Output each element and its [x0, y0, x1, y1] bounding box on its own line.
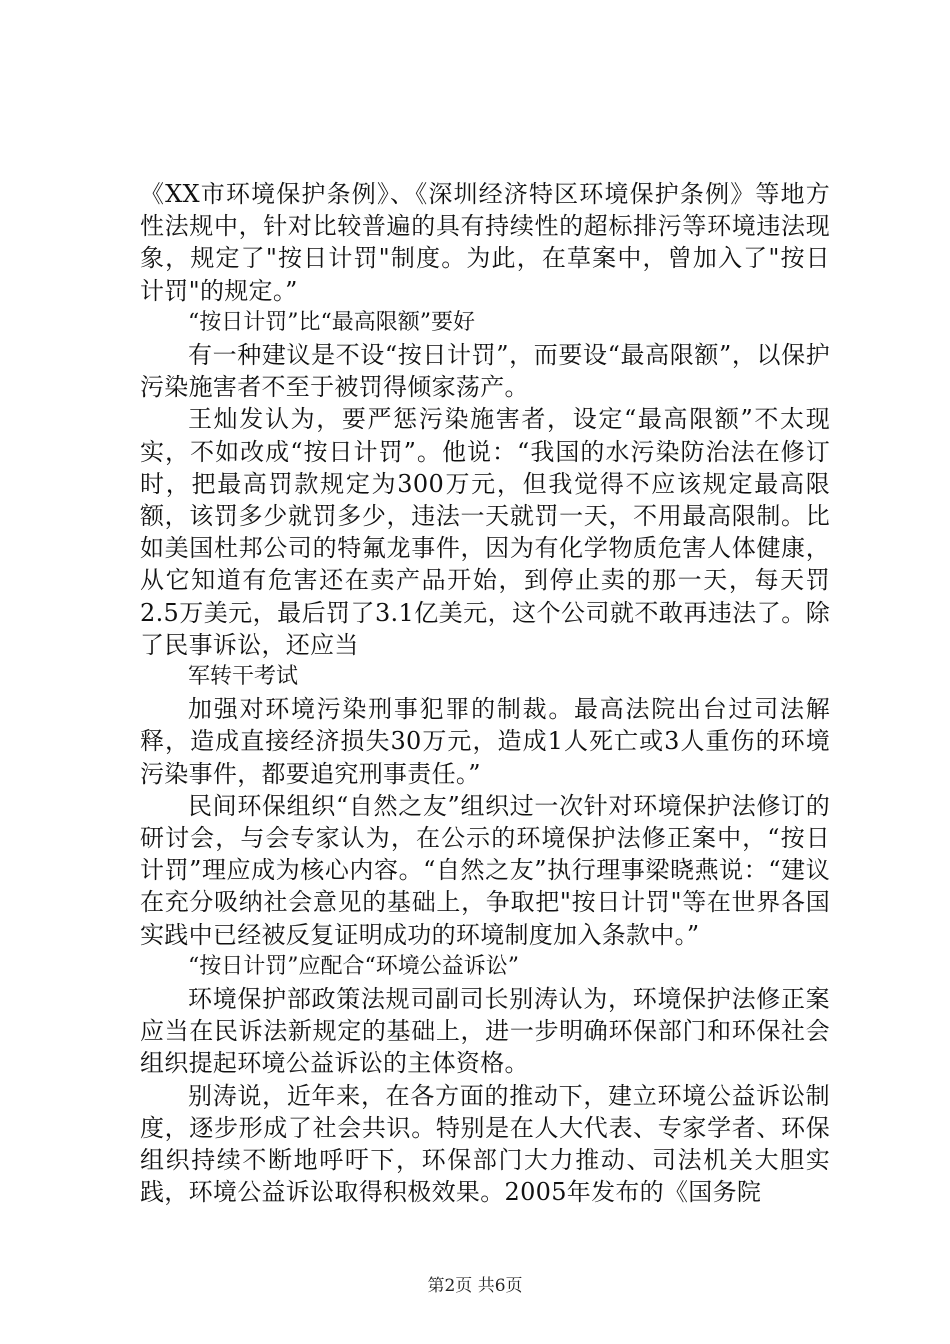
paragraph-2: 有一种建议是不设“按日计罚”，而要设“最高限额”，以保护污染施害者不至于被罚得倾家荡产。 — [140, 341, 830, 402]
paragraph-3: 王灿发认为，要严惩污染施害者，设定“最高限额”不太现实，不如改成“按日计罚”。他说：“我国的水污染防治法在修订时，把最高罚款规定为300万元，但我觉得不应该规定最高限额，该罚多少就罚多少，违法一天就罚一天，不用最高限制。比如美国杜邦公司的特氟龙事件，因为有化学物质危害人体健康，从它知道有危害还在卖产品开始，到停止卖的那一天，每天罚2.5万美元，最后罚了3.1亿美元，这个公司就不敢再违法了。除了民事诉讼，还应当 — [140, 405, 830, 659]
paragraph-7: 别涛说，近年来，在各方面的推动下，建立环境公益诉讼制度，逐步形成了社会共识。特别是在人大代表、专家学者、环保组织持续不断地呼吁下，环保部门大力推动、司法机关大胆实践，环境公益诉讼取得积极效果。2005年发布的《国务院 — [140, 1081, 830, 1207]
paragraph-6: 环境保护部政策法规司副司长别涛认为，环境保护法修正案应当在民诉法新规定的基础上，进一步明确环保部门和环保社会组织提起环境公益诉讼的主体资格。 — [140, 985, 830, 1078]
paragraph-1: 《XX市环境保护条例》、《深圳经济特区环境保护条例》等地方性法规中，针对比较普遍的具有持续性的超标排污等环境违法现象，规定了"按日计罚"制度。为此，在草案中，曾加入了"按日计罚"的规定。” — [140, 180, 830, 305]
section-heading-public-interest: “按日计罚”应配合“环境公益诉讼” — [188, 953, 519, 979]
section-heading-daily-penalty: “按日计罚”比“最高限额”要好 — [188, 309, 475, 335]
page-number-footer: 第2页 共6页 — [427, 1276, 523, 1296]
inline-heading-exam: 军转干考试 — [188, 664, 299, 690]
paragraph-4: 加强对环境污染刑事犯罪的制裁。最高法院出台过司法解释，造成直接经济损失30万元，造成1人死亡或3人重伤的环境污染事件，都要追究刑事责任。” — [140, 695, 830, 788]
paragraph-5: 民间环保组织“自然之友”组织过一次针对环境保护法修订的研讨会，与会专家认为，在公示的环境保护法修正案中，“按日计罚”理应成为核心内容。“自然之友”执行理事梁晓燕说：“建议在充分吸纳社会意见的基础上，争取把"按日计罚"等在世界各国实践中已经被反复证明成功的环境制度加入条款中。” — [140, 791, 830, 949]
document-body — [140, 178, 830, 1209]
